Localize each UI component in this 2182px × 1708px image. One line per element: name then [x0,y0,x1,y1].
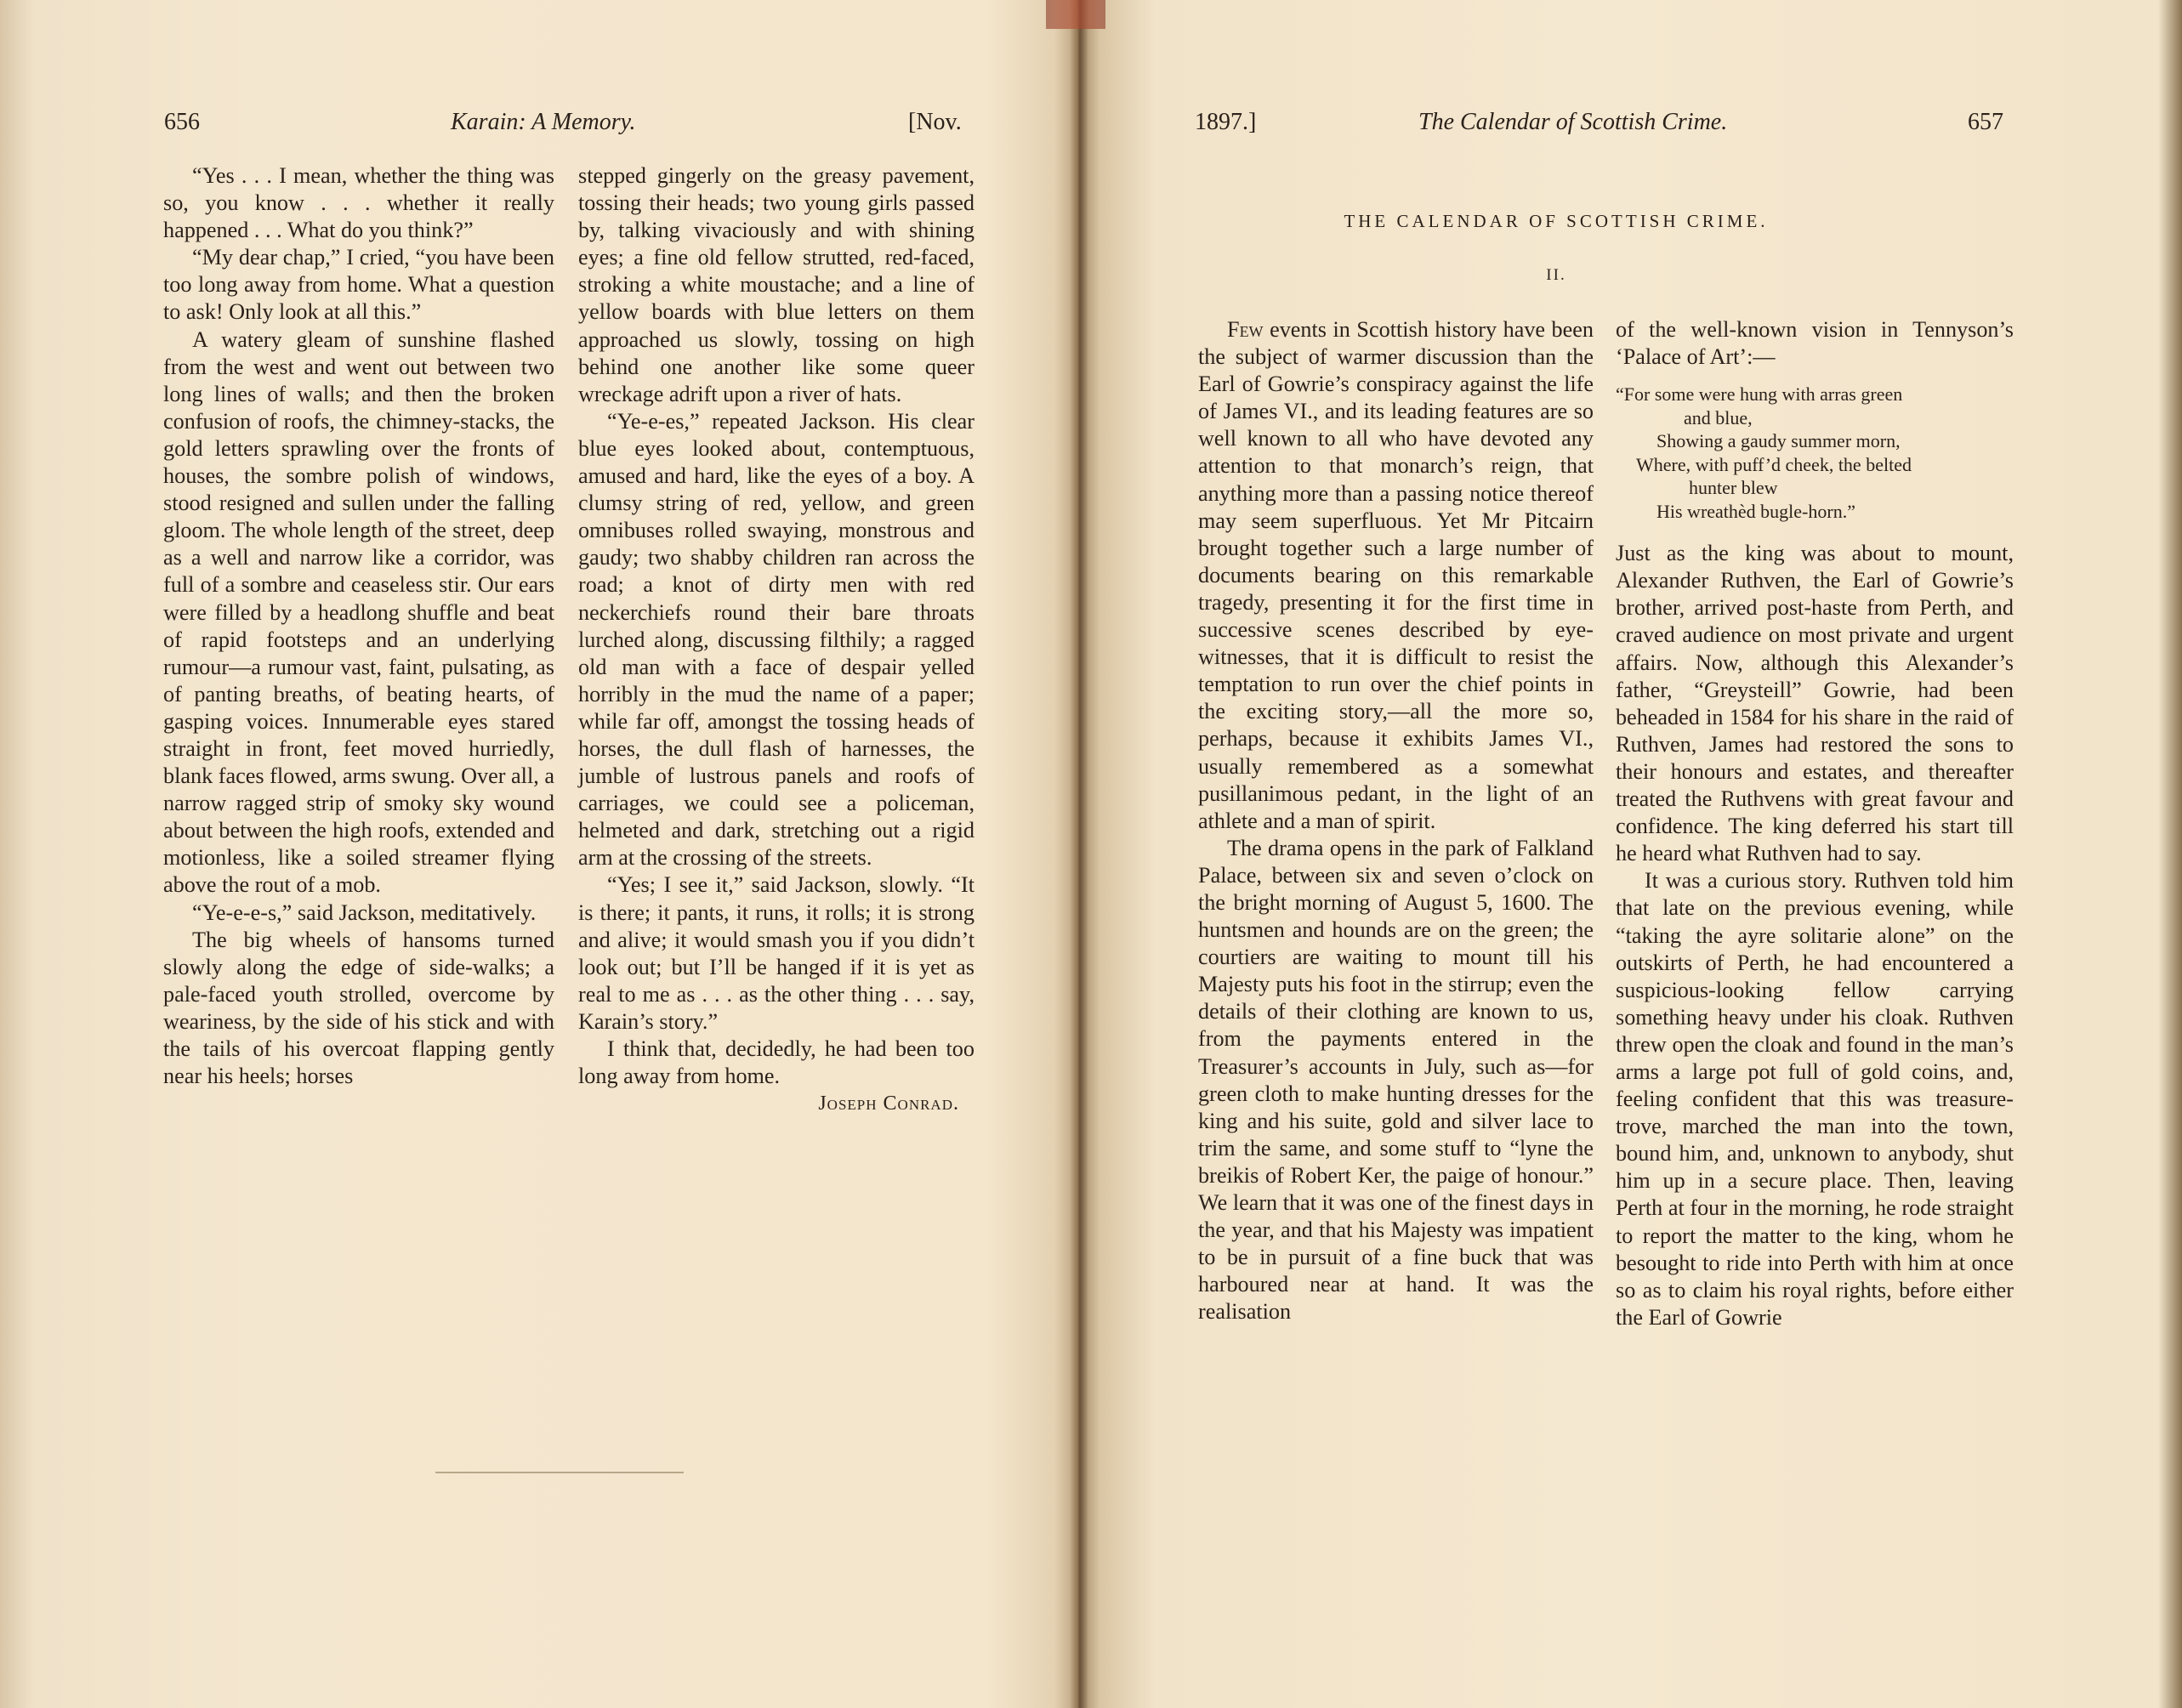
book-gutter [1070,0,1088,1708]
right-running-title: The Calendar of Scottish Crime. [1418,109,1728,135]
end-rule [435,1472,684,1473]
verse-quotation [1616,383,2014,523]
article-part-number: II. [1546,266,1566,284]
paragraph: A watery gleam of sunshine flashed from the west and went out between two long lines of walls; and then the broken confusion of roofs, the chimney-stacks, the gold letters sprawling over the fronts of houses, the sombre polish of windows, stood resigned and sullen under the falling gloom. The whole length of the street, deep as a well and narrow like a corridor, was full of a sombre and ceaseless stir. Our ears were filled by a headlong shuffle and beat of rapid footsteps and an underlying rumour—a rumour vast, faint, pulsating, as of panting breaths, of beating hearts, of gasping voices. Innumerable eyes stared straight in front, feet moved hurriedly, blank faces flowed, arms swung. Over all, a narrow ragged strip of smoky sky wound about between the high roofs, extended and motionless, like a soiled streamer flying above the rout of a mob. [163,326,554,898]
paragraph [1198,316,1594,835]
verse-line: and blue, [1684,406,1753,428]
paragraph: The drama opens in the park of Falkland Palace, between six and seven o’clock on the bright morning of August 5, 1600. The huntsmen and hounds are on the green; the courtiers are waiting to mount till his Majesty puts his foot in the stirrup; even the details of their clothing are known to us, from the payments entered in the Treasurer’s accounts in July, such as—for green cloth to make hunting dresses for the king and his suite, gold and silver lace to trim the same, and some stuff to “lyne the breikis of Robert Ker, the paige of honour.” We learn that it was one of the finest days in the year, and that his Majesty was impatient to be in pursuit of a fine buck that was harboured near at hand. It was the realisation [1198,835,1594,1325]
paragraph: The big wheels of hansoms turned slowly along the edge of side-walks; a pale-faced youth strolled, overcome by weariness, by the side of his stick and with the tails of his overcoat flapping gently near his heels; horses [163,927,554,1089]
right-running-date: 1897.] [1195,109,1257,135]
right-column-1 [1198,316,1594,1325]
left-column-1 [163,162,554,1090]
paragraph: stepped gingerly on the greasy pavement, tossing their heads; two young girls passed by, talking vivaciously and with shining eyes; a fine old fellow strutted, red-faced, stroking a white moustache; and a line of yellow boards with blue letters on them approached us slowly, tossing on high behind one another like some queer wreckage adrift upon a river of hats. [578,163,975,406]
paragraph: I think that, decidedly, he had been too long away from home. [578,1036,975,1089]
drop-word: Few [1227,317,1264,342]
left-running-title: Karain: A Memory. [451,109,636,135]
paragraph: Just as the king was about to mount, Alexander Ruthven, the Earl of Gowrie’s brother, arrived post-haste from Perth, and craved audience on most private and urgent affairs. Now, although this Alexander’s father, “Greysteill” Gowrie, had been beheaded in 1584 for his share in the raid of Ruthven, James had restored the sons to their honours and estates, and thereafter treated the Ruthvens with great favour and confidence. The king deferred his start till he heard what Ruthven had to say. [1616,541,2014,866]
right-running-head [1078,105,2182,139]
author-signature: Joseph Conrad. [818,1092,959,1115]
left-running-head [0,105,1078,139]
right-column-2 [1616,316,2014,1331]
left-page [0,0,1078,1708]
left-running-date: [Nov. [908,109,962,135]
verse-line: Where, with puff’d cheek, the belted [1636,453,1912,475]
verse-line: Showing a gaudy summer morn, [1656,430,1901,452]
right-page-number: 657 [1968,109,2003,135]
paragraph: of the well-known vision in Tennyson’s ‘Palace of Art’:— [1616,317,2014,370]
paragraph: “My dear chap,” I cried, “you have been too long away from home. What a question to ask! Only look at all this.” [163,245,554,325]
left-column-2 [578,162,975,1117]
paragraph: “Ye-e-es,” repeated Jackson. His clear blue eyes looked about, contemptuous, amused and hard, like the eyes of a boy. A clumsy string of red, yellow, and green omnibuses rolled swaying, monstrous and gaudy; two shabby children ran across the road; a knot of dirty men with red neckerchiefs round their bare throats lurched along, discussing filthily; a ragged old man with a face of despair yelled horribly in the mud the name of a paper; while far off, amongst the tossing heads of horses, the dull flash of harnesses, the jumble of lustrous panels and roofs of carriages, we could see a policeman, helmeted and dark, stretching out a rigid arm at the crossing of the streets. [578,408,975,871]
article-title: THE CALENDAR OF SCOTTISH CRIME. [1344,211,1769,231]
paragraph-text: events in Scottish history have been the subject of warmer discussion than the Earl of Gowrie’s conspiracy against the life of James VI., and its leading features are so well known to all who have devoted any attention to that monarch’s reign, that anything more than a passing notice thereof may seem superfluous. Yet Mr Pitcairn brought together such a large number of documents bearing on this remarkable tragedy, presenting it for the first time in successive scenes described by eye-witnesses, that it is difficult to resist the temptation to run over the chief points in the exciting story,—all the more so, perhaps, because it exhibits James VI., usually remembered as a somewhat pusillanimous pedant, in the light of an athlete and a man of spirit. [1198,317,1594,833]
verse-line: hunter blew [1689,477,1778,499]
paragraph: “Ye-e-e-s,” said Jackson, meditatively. [192,899,537,925]
paragraph: “Yes; I see it,” said Jackson, slowly. “It is there; it pants, it runs, it rolls; it is strong and alive; it would smash you if you didn’t look out; but I’ll be hanged if it is yet as real to me as . . . as the other thing . . . say, Karain’s story.” [578,872,975,1034]
left-page-number: 656 [164,109,200,135]
verse-line: His wreathèd bugle-horn.” [1656,500,1855,522]
paragraph: “Yes . . . I mean, whether the thing was so, you know . . . whether it really happened . . . What do you think?” [163,163,554,243]
spine-binding [1046,0,1105,29]
paragraph: It was a curious story. Ruthven told him that late on the previous evening, while “taking the ayre solitarie alone” on the outskirts of Perth, he had encountered a suspicious-looking fellow carrying something heavy under his cloak. Ruthven threw open the cloak and found in the man’s arms a large pot full of gold coins, and, feeling confident that this was treasure-trove, marched the man into the town, bound him, and, unknown to anybody, shut him up in a secure place. Then, leaving Perth at four in the morning, he rode straight to report the matter to the king, whom he besought to ride into Perth with him at once so as to claim his royal rights, before either the Earl of Gowrie [1616,868,2014,1330]
verse-line: “For some were hung with arras green [1616,383,1903,406]
